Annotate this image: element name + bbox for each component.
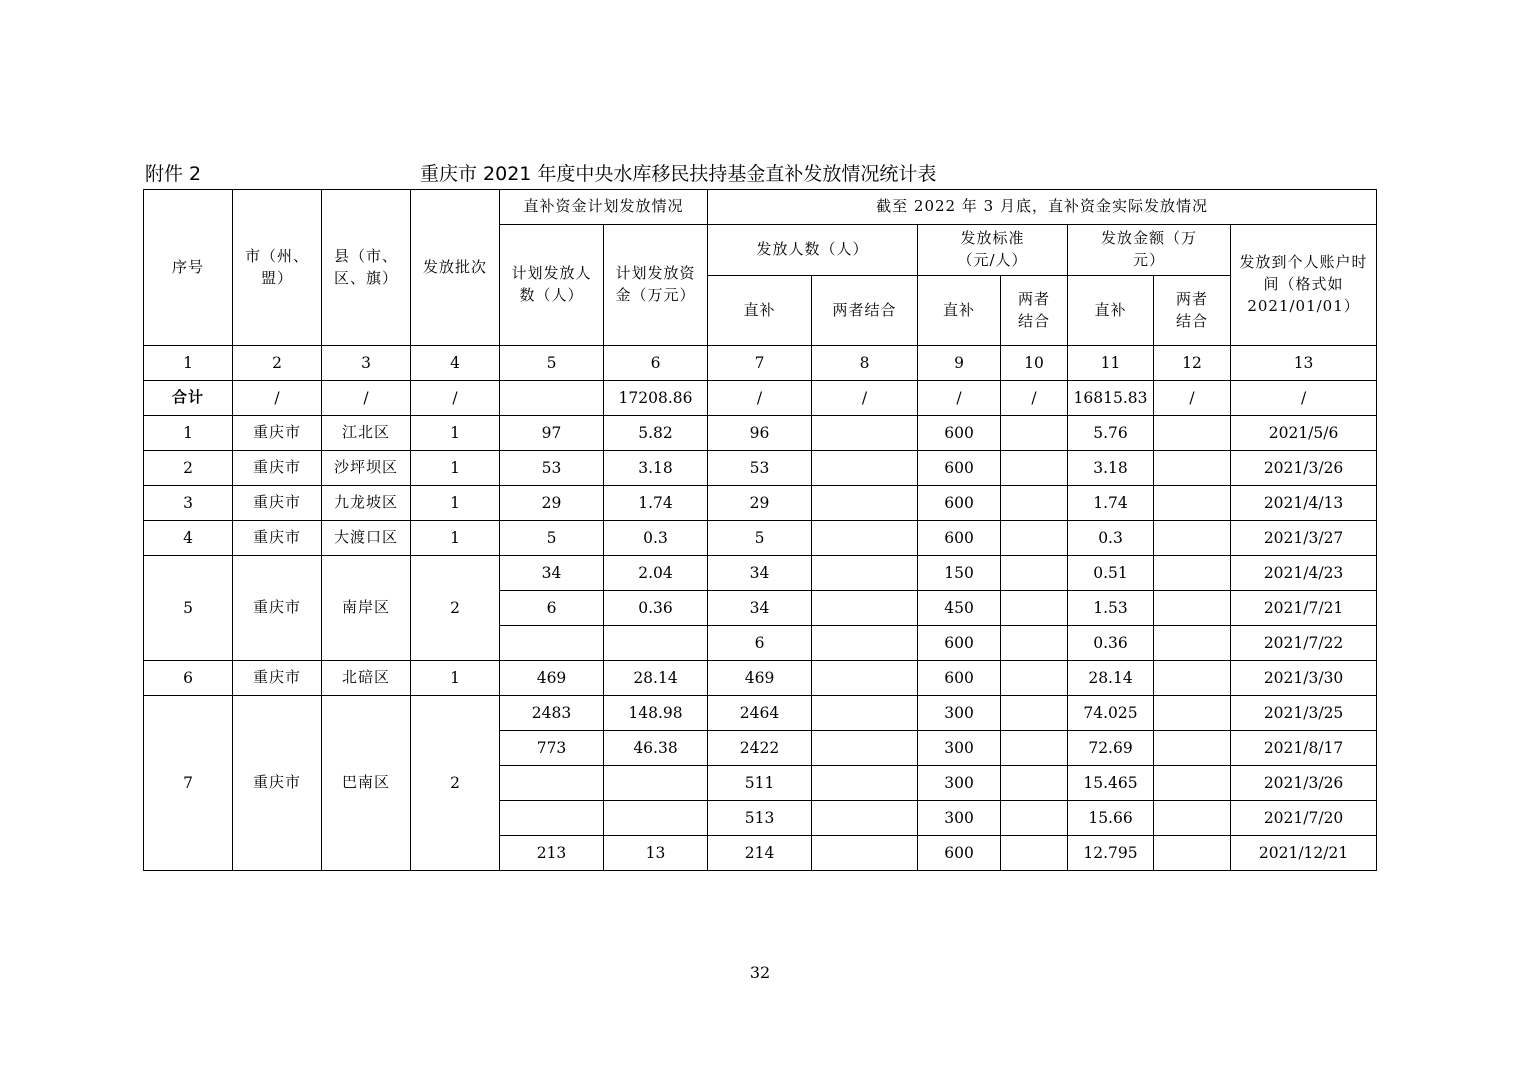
column-number-cell: 1 bbox=[144, 346, 233, 381]
header-plan-funds: 计划发放资金（万元） bbox=[604, 225, 708, 346]
value-cell: 2021/3/26 bbox=[1231, 451, 1377, 486]
county-cell: 南岸区 bbox=[322, 556, 411, 661]
value-cell bbox=[1154, 731, 1231, 766]
total-cell: / bbox=[233, 381, 322, 416]
column-number-cell: 5 bbox=[500, 346, 604, 381]
city-cell: 重庆市 bbox=[233, 696, 322, 871]
city-cell: 重庆市 bbox=[233, 486, 322, 521]
header-standard-direct: 直补 bbox=[918, 276, 1001, 346]
column-number-cell: 10 bbox=[1001, 346, 1068, 381]
column-number-cell: 6 bbox=[604, 346, 708, 381]
value-cell: 450 bbox=[918, 591, 1001, 626]
batch-cell: 1 bbox=[411, 416, 500, 451]
value-cell: 3.18 bbox=[604, 451, 708, 486]
value-cell bbox=[812, 451, 918, 486]
total-cell: / bbox=[918, 381, 1001, 416]
value-cell bbox=[1001, 661, 1068, 696]
value-cell: 0.3 bbox=[1068, 521, 1154, 556]
attachment-label: 附件 2 bbox=[145, 163, 202, 185]
header-standard-combined: 两者结合 bbox=[1001, 276, 1068, 346]
value-cell: 5.82 bbox=[604, 416, 708, 451]
table-row bbox=[144, 556, 1377, 591]
column-number-row bbox=[144, 346, 1377, 381]
batch-cell: 2 bbox=[411, 696, 500, 871]
value-cell bbox=[1154, 626, 1231, 661]
value-cell: 2021/3/26 bbox=[1231, 766, 1377, 801]
header-plan-group: 直补资金计划发放情况 bbox=[500, 190, 708, 225]
total-label: 合计 bbox=[144, 381, 233, 416]
header-row-1 bbox=[144, 190, 1377, 225]
total-cell: / bbox=[1231, 381, 1377, 416]
table-title: 重庆市 2021 年度中央水库移民扶持基金直补发放情况统计表 bbox=[420, 163, 937, 185]
seq-cell: 6 bbox=[144, 661, 233, 696]
county-cell: 大渡口区 bbox=[322, 521, 411, 556]
column-number-cell: 8 bbox=[812, 346, 918, 381]
value-cell: 600 bbox=[918, 661, 1001, 696]
value-cell bbox=[812, 661, 918, 696]
value-cell: 214 bbox=[708, 836, 812, 871]
total-cell: / bbox=[1154, 381, 1231, 416]
value-cell bbox=[812, 556, 918, 591]
value-cell bbox=[1001, 696, 1068, 731]
value-cell bbox=[812, 521, 918, 556]
value-cell bbox=[1154, 451, 1231, 486]
value-cell: 1.74 bbox=[604, 486, 708, 521]
table-row bbox=[144, 661, 1377, 696]
value-cell bbox=[500, 801, 604, 836]
header-amount-combined: 两者结合 bbox=[1154, 276, 1231, 346]
value-cell: 6 bbox=[500, 591, 604, 626]
value-cell bbox=[1154, 486, 1231, 521]
value-cell bbox=[812, 766, 918, 801]
county-cell: 巴南区 bbox=[322, 696, 411, 871]
column-number-cell: 3 bbox=[322, 346, 411, 381]
city-cell: 重庆市 bbox=[233, 521, 322, 556]
table-row bbox=[144, 416, 1377, 451]
city-cell: 重庆市 bbox=[233, 661, 322, 696]
column-number-cell: 9 bbox=[918, 346, 1001, 381]
value-cell: 150 bbox=[918, 556, 1001, 591]
value-cell: 600 bbox=[918, 486, 1001, 521]
value-cell bbox=[812, 591, 918, 626]
table-row bbox=[144, 451, 1377, 486]
batch-cell: 2 bbox=[411, 556, 500, 661]
value-cell bbox=[1001, 626, 1068, 661]
header-amount-group: 发放金额（万元） bbox=[1068, 225, 1231, 276]
column-number-cell: 12 bbox=[1154, 346, 1231, 381]
value-cell: 3.18 bbox=[1068, 451, 1154, 486]
value-cell bbox=[1001, 521, 1068, 556]
city-cell: 重庆市 bbox=[233, 416, 322, 451]
header-actual-group: 截至 2022 年 3 月底，直补资金实际发放情况 bbox=[708, 190, 1377, 225]
header-seq: 序号 bbox=[144, 190, 233, 346]
value-cell: 2021/7/20 bbox=[1231, 801, 1377, 836]
value-cell bbox=[1001, 416, 1068, 451]
column-number-cell: 7 bbox=[708, 346, 812, 381]
total-cell bbox=[500, 381, 604, 416]
value-cell: 1.53 bbox=[1068, 591, 1154, 626]
value-cell bbox=[1154, 766, 1231, 801]
value-cell: 2021/7/22 bbox=[1231, 626, 1377, 661]
value-cell: 29 bbox=[500, 486, 604, 521]
total-cell: / bbox=[411, 381, 500, 416]
total-cell: / bbox=[322, 381, 411, 416]
value-cell: 600 bbox=[918, 416, 1001, 451]
value-cell: 29 bbox=[708, 486, 812, 521]
value-cell bbox=[1001, 731, 1068, 766]
value-cell: 97 bbox=[500, 416, 604, 451]
value-cell: 600 bbox=[918, 451, 1001, 486]
county-cell: 九龙坡区 bbox=[322, 486, 411, 521]
value-cell bbox=[1154, 521, 1231, 556]
total-cell: / bbox=[708, 381, 812, 416]
value-cell: 2021/4/23 bbox=[1231, 556, 1377, 591]
value-cell: 469 bbox=[708, 661, 812, 696]
value-cell bbox=[812, 801, 918, 836]
value-cell bbox=[1154, 591, 1231, 626]
value-cell: 469 bbox=[500, 661, 604, 696]
value-cell bbox=[1154, 556, 1231, 591]
value-cell: 2021/3/27 bbox=[1231, 521, 1377, 556]
column-number-cell: 13 bbox=[1231, 346, 1377, 381]
city-cell: 重庆市 bbox=[233, 556, 322, 661]
value-cell bbox=[1001, 556, 1068, 591]
value-cell: 28.14 bbox=[604, 661, 708, 696]
value-cell: 1.74 bbox=[1068, 486, 1154, 521]
value-cell bbox=[1001, 801, 1068, 836]
value-cell bbox=[500, 766, 604, 801]
value-cell: 300 bbox=[918, 766, 1001, 801]
value-cell bbox=[812, 486, 918, 521]
value-cell bbox=[812, 626, 918, 661]
seq-cell: 5 bbox=[144, 556, 233, 661]
value-cell: 2464 bbox=[708, 696, 812, 731]
value-cell: 74.025 bbox=[1068, 696, 1154, 731]
total-cell: 17208.86 bbox=[604, 381, 708, 416]
value-cell: 2021/8/17 bbox=[1231, 731, 1377, 766]
value-cell bbox=[812, 731, 918, 766]
value-cell: 600 bbox=[918, 836, 1001, 871]
value-cell bbox=[500, 626, 604, 661]
value-cell: 5 bbox=[708, 521, 812, 556]
column-number-cell: 2 bbox=[233, 346, 322, 381]
value-cell bbox=[1154, 696, 1231, 731]
total-cell: 16815.83 bbox=[1068, 381, 1154, 416]
value-cell: 600 bbox=[918, 521, 1001, 556]
value-cell bbox=[812, 696, 918, 731]
batch-cell: 1 bbox=[411, 486, 500, 521]
value-cell bbox=[812, 836, 918, 871]
value-cell: 5.76 bbox=[1068, 416, 1154, 451]
value-cell: 6 bbox=[708, 626, 812, 661]
header-people-combined: 两者结合 bbox=[812, 276, 918, 346]
total-row bbox=[144, 381, 1377, 416]
value-cell: 0.51 bbox=[1068, 556, 1154, 591]
value-cell: 12.795 bbox=[1068, 836, 1154, 871]
table-row bbox=[144, 696, 1377, 731]
column-number-cell: 4 bbox=[411, 346, 500, 381]
statistics-table bbox=[143, 189, 1377, 871]
batch-cell: 1 bbox=[411, 661, 500, 696]
header-plan-people: 计划发放人数（人） bbox=[500, 225, 604, 346]
value-cell: 28.14 bbox=[1068, 661, 1154, 696]
batch-cell: 1 bbox=[411, 521, 500, 556]
header-time: 发放到个人账户时间（格式如 2021/01/01） bbox=[1231, 225, 1377, 346]
header-batch: 发放批次 bbox=[411, 190, 500, 346]
value-cell: 213 bbox=[500, 836, 604, 871]
value-cell bbox=[812, 416, 918, 451]
value-cell: 300 bbox=[918, 801, 1001, 836]
value-cell: 96 bbox=[708, 416, 812, 451]
value-cell bbox=[1001, 836, 1068, 871]
total-cell: / bbox=[812, 381, 918, 416]
value-cell: 15.465 bbox=[1068, 766, 1154, 801]
value-cell: 72.69 bbox=[1068, 731, 1154, 766]
value-cell: 2021/7/21 bbox=[1231, 591, 1377, 626]
value-cell: 2021/5/6 bbox=[1231, 416, 1377, 451]
value-cell: 0.36 bbox=[604, 591, 708, 626]
value-cell: 300 bbox=[918, 696, 1001, 731]
county-cell: 北碚区 bbox=[322, 661, 411, 696]
value-cell: 600 bbox=[918, 626, 1001, 661]
value-cell bbox=[604, 766, 708, 801]
table-row bbox=[144, 521, 1377, 556]
value-cell: 0.36 bbox=[1068, 626, 1154, 661]
seq-cell: 1 bbox=[144, 416, 233, 451]
page-number: 32 bbox=[749, 963, 771, 982]
value-cell: 2021/3/25 bbox=[1231, 696, 1377, 731]
value-cell bbox=[1154, 416, 1231, 451]
header-people-group: 发放人数（人） bbox=[708, 225, 918, 276]
header-people-direct: 直补 bbox=[708, 276, 812, 346]
value-cell: 2021/4/13 bbox=[1231, 486, 1377, 521]
header-standard-group: 发放标准（元/人） bbox=[918, 225, 1068, 276]
city-cell: 重庆市 bbox=[233, 451, 322, 486]
header-county: 县（市、区、旗） bbox=[322, 190, 411, 346]
value-cell: 2021/3/30 bbox=[1231, 661, 1377, 696]
value-cell bbox=[1154, 836, 1231, 871]
value-cell: 5 bbox=[500, 521, 604, 556]
column-number-cell: 11 bbox=[1068, 346, 1154, 381]
value-cell bbox=[1001, 451, 1068, 486]
value-cell bbox=[1001, 486, 1068, 521]
value-cell: 511 bbox=[708, 766, 812, 801]
value-cell bbox=[604, 801, 708, 836]
value-cell: 13 bbox=[604, 836, 708, 871]
county-cell: 江北区 bbox=[322, 416, 411, 451]
header-city: 市（州、盟） bbox=[233, 190, 322, 346]
seq-cell: 3 bbox=[144, 486, 233, 521]
value-cell: 2021/12/21 bbox=[1231, 836, 1377, 871]
value-cell: 773 bbox=[500, 731, 604, 766]
value-cell: 2483 bbox=[500, 696, 604, 731]
value-cell bbox=[1154, 661, 1231, 696]
total-cell: / bbox=[1001, 381, 1068, 416]
seq-cell: 4 bbox=[144, 521, 233, 556]
value-cell: 53 bbox=[500, 451, 604, 486]
value-cell bbox=[604, 626, 708, 661]
value-cell: 513 bbox=[708, 801, 812, 836]
value-cell: 148.98 bbox=[604, 696, 708, 731]
seq-cell: 2 bbox=[144, 451, 233, 486]
header-amount-direct: 直补 bbox=[1068, 276, 1154, 346]
value-cell: 300 bbox=[918, 731, 1001, 766]
seq-cell: 7 bbox=[144, 696, 233, 871]
value-cell: 0.3 bbox=[604, 521, 708, 556]
value-cell bbox=[1001, 766, 1068, 801]
value-cell: 34 bbox=[708, 556, 812, 591]
county-cell: 沙坪坝区 bbox=[322, 451, 411, 486]
value-cell bbox=[1001, 591, 1068, 626]
value-cell: 2.04 bbox=[604, 556, 708, 591]
value-cell: 2422 bbox=[708, 731, 812, 766]
value-cell: 34 bbox=[708, 591, 812, 626]
value-cell: 15.66 bbox=[1068, 801, 1154, 836]
value-cell: 46.38 bbox=[604, 731, 708, 766]
value-cell bbox=[1154, 801, 1231, 836]
value-cell: 53 bbox=[708, 451, 812, 486]
batch-cell: 1 bbox=[411, 451, 500, 486]
table-row bbox=[144, 486, 1377, 521]
value-cell: 34 bbox=[500, 556, 604, 591]
